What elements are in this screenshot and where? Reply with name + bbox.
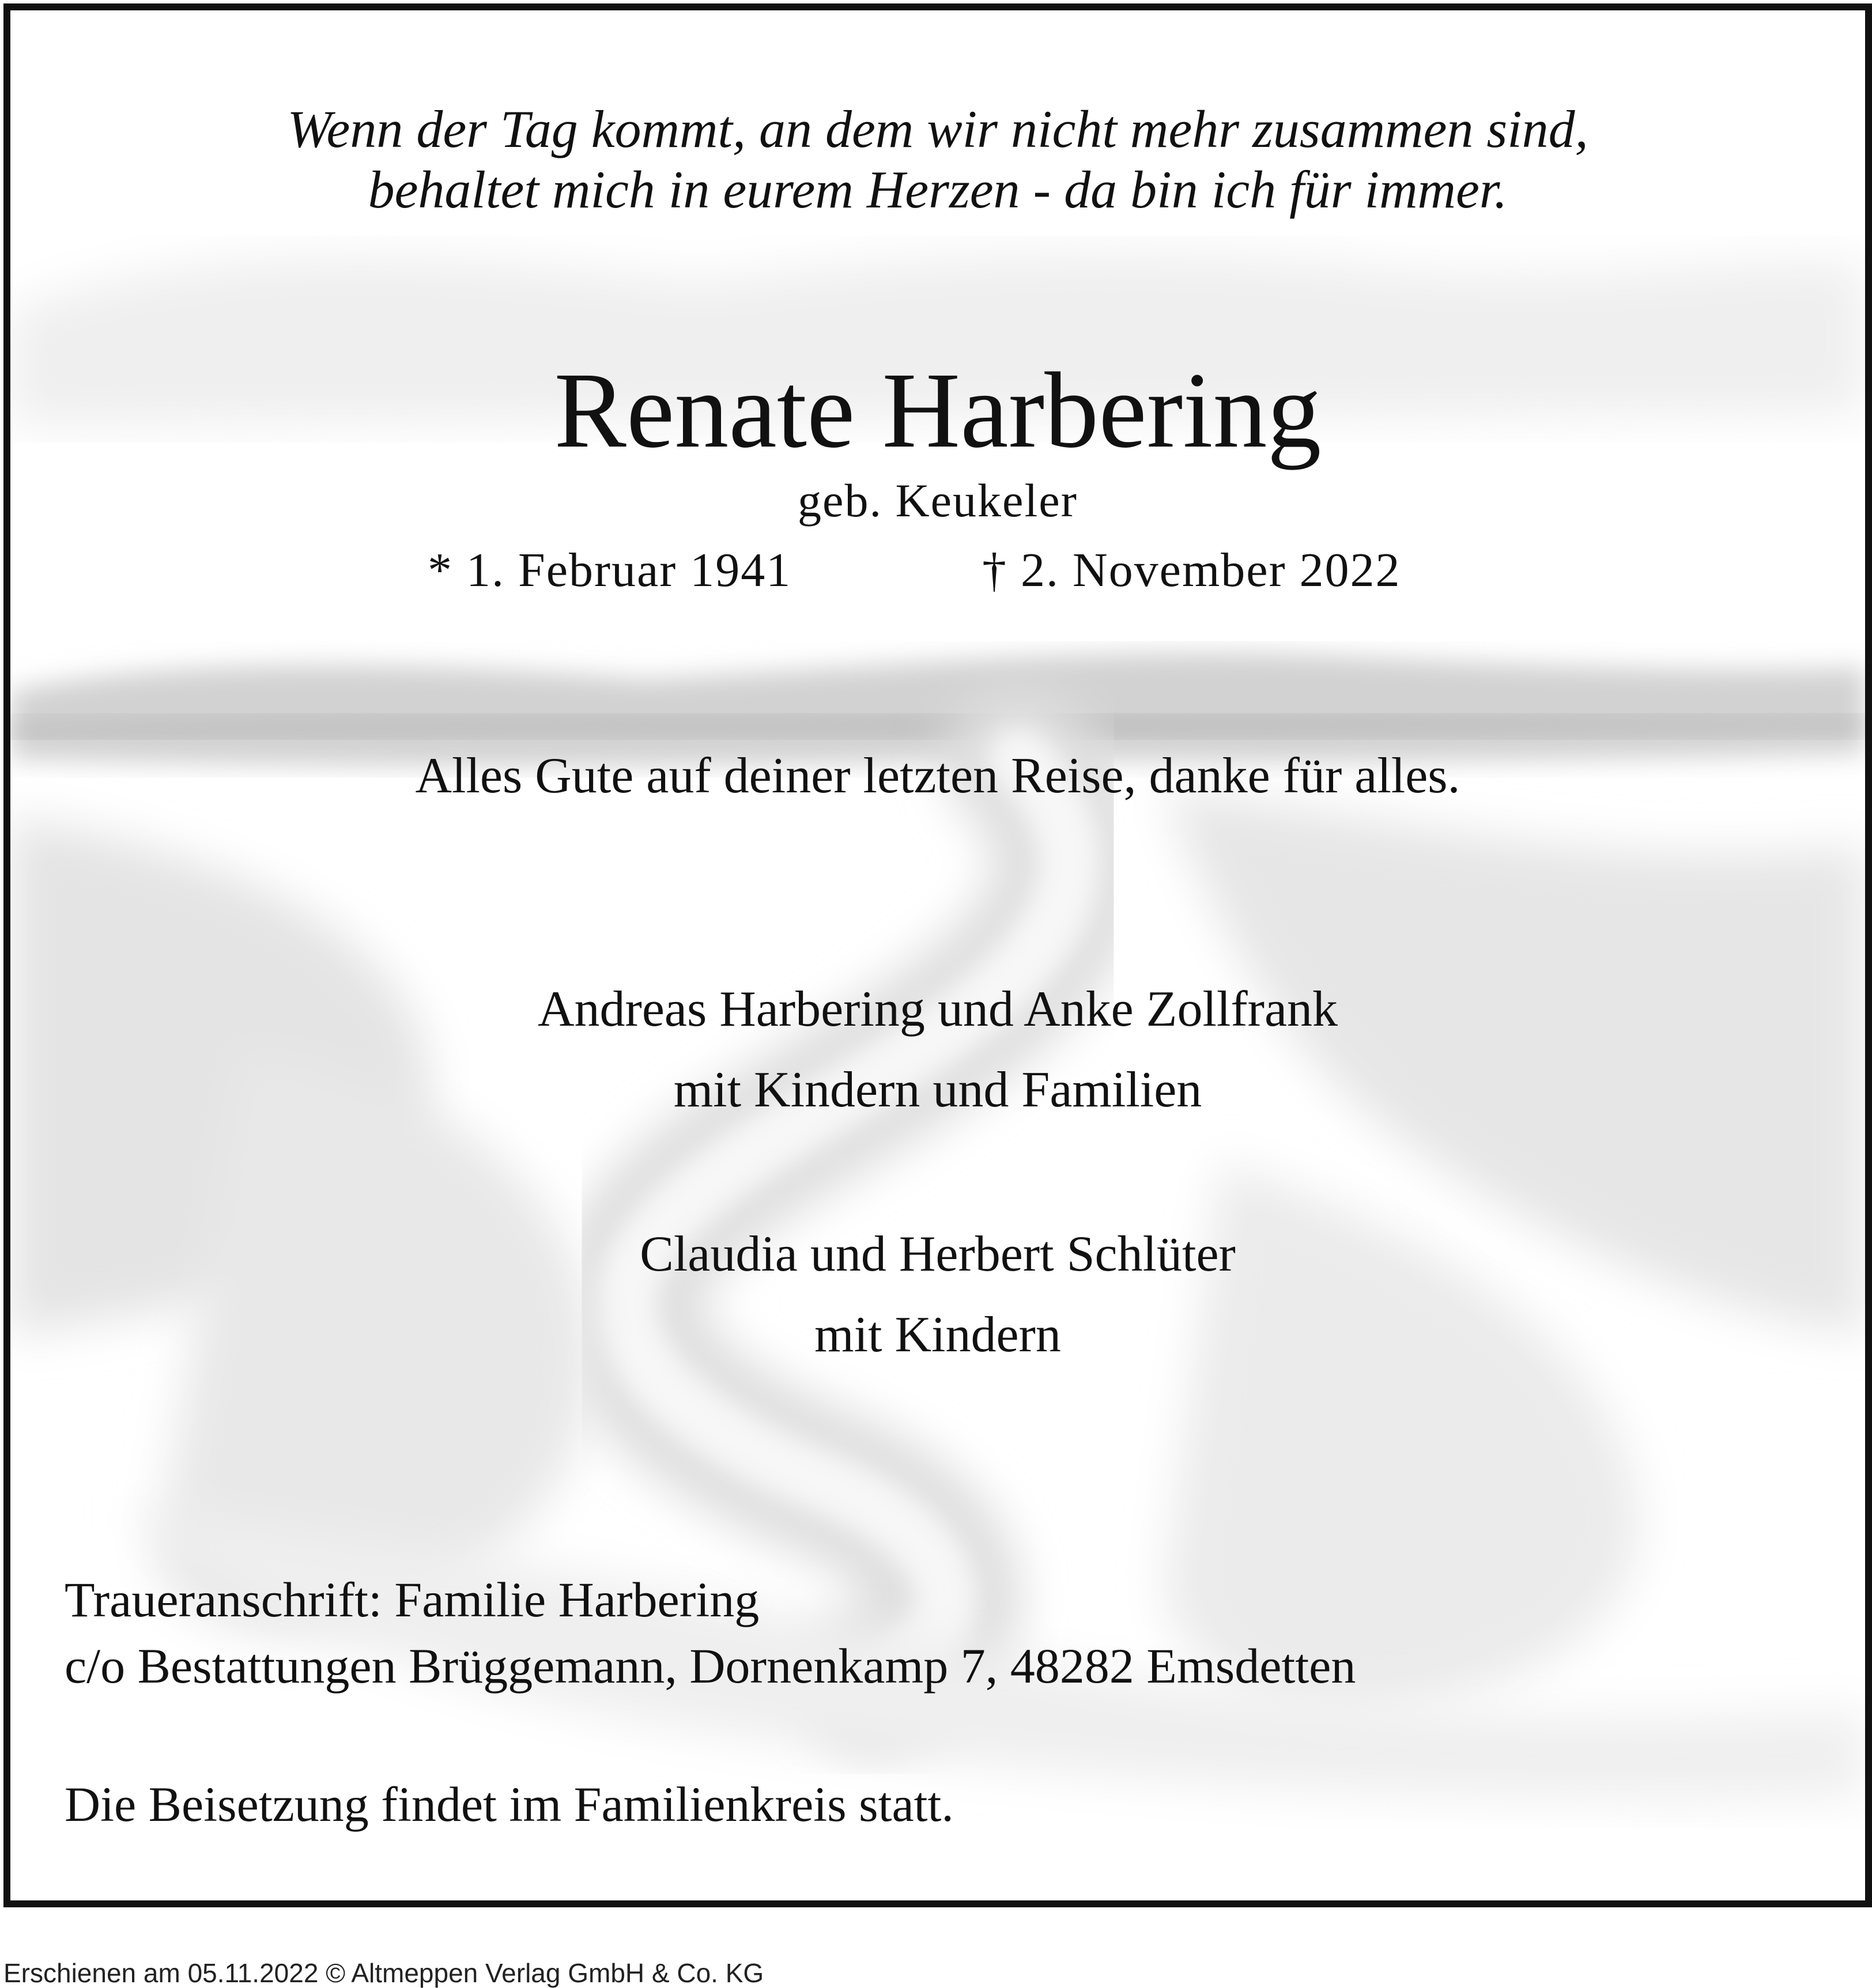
motto-line-2: behaltet mich in eurem Herzen - da bin ich für immer. [368,160,1508,219]
farewell-text: Alles Gute auf deiner letzten Reise, danke für alles. [415,748,1460,804]
funeral-note: Die Beisetzung findet im Familienkreis statt. [65,1777,954,1832]
mourner-1-family: mit Kindern und Familien [673,1062,1202,1118]
motto-line-1: Wenn der Tag kommt, an dem wir nicht mehr zusammen sind, [287,100,1588,158]
obituary-notice [3,3,1872,1907]
birth-name: geb. Keukeler [798,474,1078,527]
condolence-address-line-1: Traueranschrift: Familie Harbering [65,1572,760,1627]
deceased-name: Renate Harbering [554,350,1322,470]
birth-date: * 1. Februar 1941 [428,543,792,597]
mourner-2-names: Claudia und Herbert Schlüter [640,1226,1236,1282]
mourner-1-names: Andreas Harbering und Anke Zollfrank [537,981,1338,1037]
mourner-2-family: mit Kindern [814,1307,1061,1363]
condolence-address-line-2: c/o Bestattungen Brüggemann, Dornenkamp 7, 48282 Emsdetten [65,1638,1356,1694]
publication-footer: Erschienen am 05.11.2022 © Altmeppen Verlag GmbH & Co. KG [3,1958,764,1988]
death-date: † 2. November 2022 [982,543,1401,597]
